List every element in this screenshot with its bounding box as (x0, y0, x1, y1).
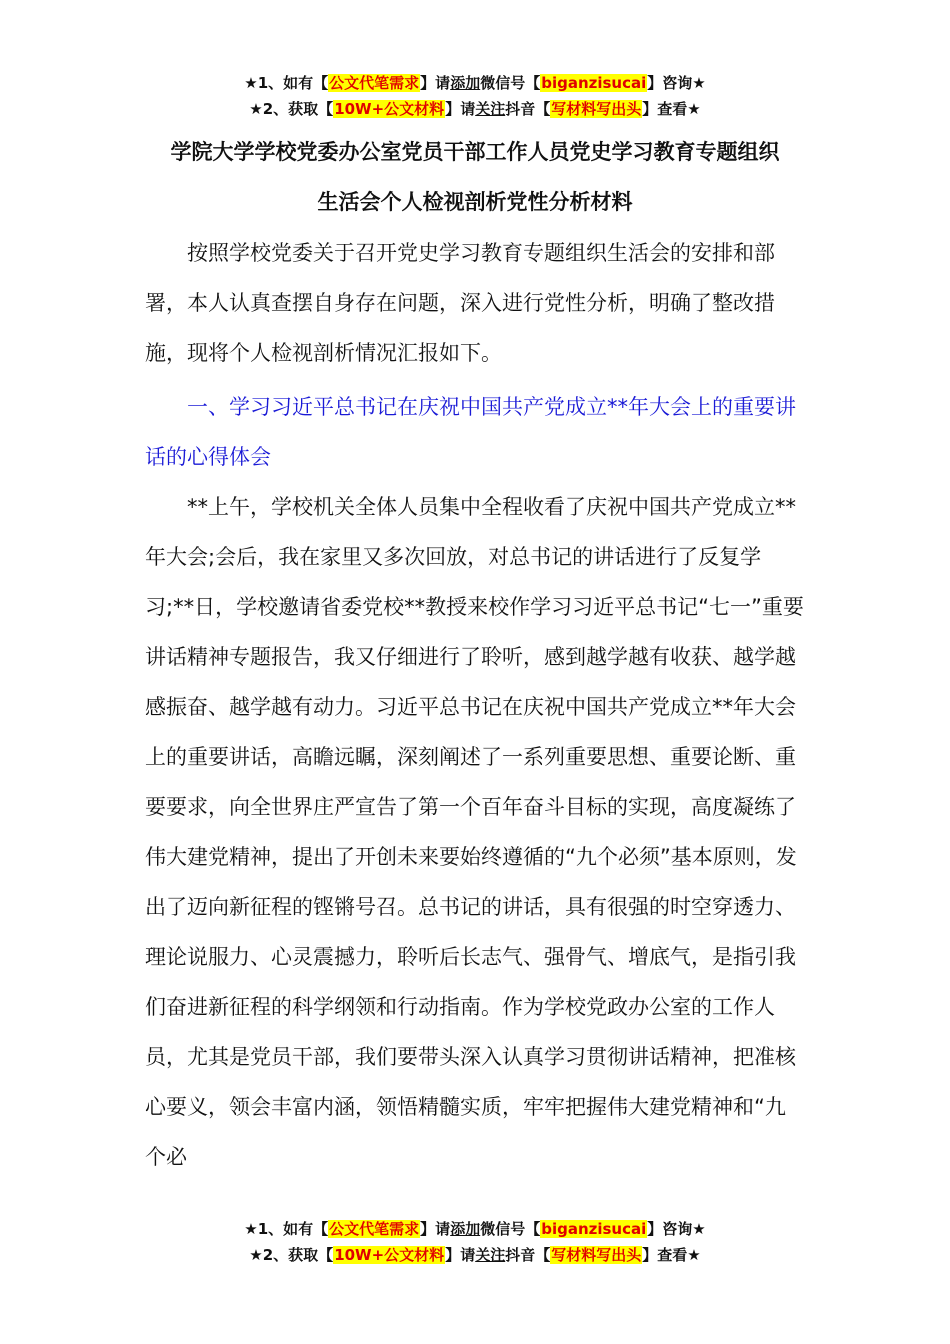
promo-text: 抖音【 (505, 100, 551, 118)
promo-line-1 (0, 70, 950, 96)
promo-line-2 (0, 1242, 950, 1268)
promo-line-2 (0, 96, 950, 122)
promo-text: 】请 (420, 1220, 451, 1238)
promo-text: 】咨询★ (647, 1220, 706, 1238)
header-promo-banner (0, 70, 950, 122)
promo-text: 】查看★ (642, 100, 701, 118)
promo-underline: 添加 (450, 1220, 481, 1238)
promo-highlight: 公文代笔需求 (329, 1220, 420, 1238)
footer-promo-banner (0, 1216, 950, 1268)
promo-line-1 (0, 1216, 950, 1242)
promo-highlight: 10W+公文材料 (334, 1246, 445, 1264)
intro-paragraph: 按照学校党委关于召开党史学习教育专题组织生活会的安排和部署，本人认真查摆自身存在问题，深入进行党性分析，明确了整改措施，现将个人检视剖析情况汇报如下。 (145, 241, 775, 365)
document-title (145, 127, 805, 227)
promo-highlight: biganzisucai (541, 1220, 647, 1238)
title-line-1: 学院大学学校党委办公室党员干部工作人员党史学习教育专题组织 (170, 140, 780, 164)
promo-highlight: biganzisucai (541, 74, 647, 92)
promo-text: ★2、获取【 (249, 1246, 334, 1264)
promo-text: ★1、如有【 (244, 74, 329, 92)
promo-underline: 关注 (475, 1246, 506, 1264)
document-body (145, 228, 805, 1182)
promo-text: 抖音【 (505, 1246, 551, 1264)
promo-highlight: 写材料写出头 (551, 1246, 642, 1264)
promo-text: 】查看★ (642, 1246, 701, 1264)
section-paragraph-1: **上午，学校机关全体人员集中全程收看了庆祝中国共产党成立**年大会;会后，我在家里又多次回放，对总书记的讲话进行了反复学习;**日，学校邀请省委党校**教授来校作学习习近平总书记“七一”重要讲话精神专题报告，我又仔细进行了聆听，感到越学越有收获、越学越感振奋、越学越有动力。习近平总书记在庆祝中国共产党成立**年大会上的重要讲话，高瞻远瞩，深刻阐述了一系列重要思想、重要论断、重要要求，向全世界庄严宣告了第一个百年奋斗目标的实现，高度凝练了伟大建党精神，提出了开创未来要始终遵循的“九个必须”基本原则，发出了迈向新征程的铿锵号召。总书记的讲话，具有很强的时空穿透力、理论说服力、心灵震撼力，聆听后长志气、强骨气、增底气，是指引我们奋进新征程的科学纲领和行动指南。作为学校党政办公室的工作人员，尤其是党员干部，我们要带头深入认真学习贯彻讲话精神，把准核心要义，领会丰富内涵，领悟精髓实质，牢牢把握伟大建党精神和“九个必 (145, 495, 804, 1169)
promo-highlight: 写材料写出头 (551, 100, 642, 118)
promo-highlight: 10W+公文材料 (334, 100, 445, 118)
promo-underline: 关注 (475, 100, 506, 118)
section-heading-1: 一、学习习近平总书记在庆祝中国共产党成立**年大会上的重要讲话的心得体会 (145, 395, 796, 469)
promo-text: ★1、如有【 (244, 1220, 329, 1238)
promo-underline: 添加 (450, 74, 481, 92)
promo-highlight: 公文代笔需求 (329, 74, 420, 92)
title-line-2: 生活会个人检视剖析党性分析材料 (317, 190, 633, 214)
promo-text: 】咨询★ (647, 74, 706, 92)
promo-text: 】请 (445, 1246, 476, 1264)
promo-text: 】请 (445, 100, 476, 118)
promo-text: 】请 (420, 74, 451, 92)
promo-text: 微信号【 (480, 74, 541, 92)
promo-text: ★2、获取【 (249, 100, 334, 118)
promo-text: 微信号【 (480, 1220, 541, 1238)
